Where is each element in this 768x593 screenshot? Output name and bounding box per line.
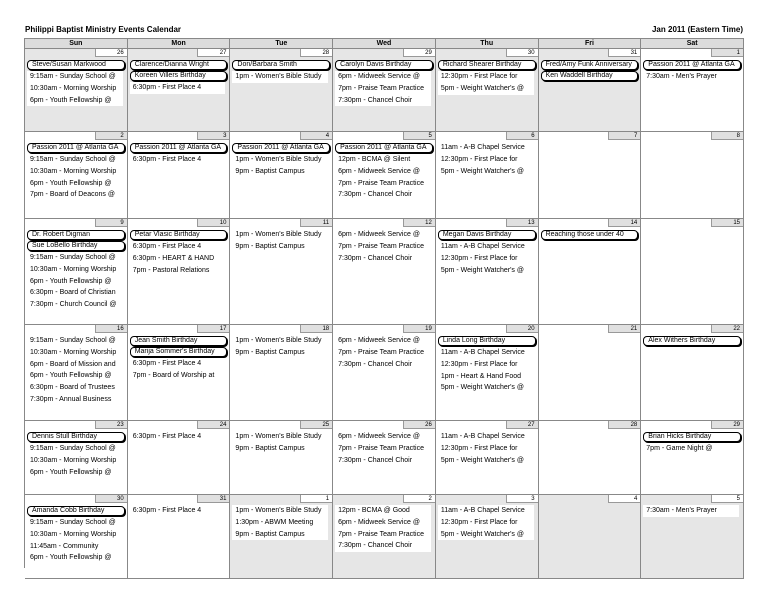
day-cell[interactable] [230, 132, 333, 219]
timed-event[interactable]: 12pm - BCMA @ Good [335, 505, 431, 517]
timed-event[interactable]: 1pm - Women's Bible Study [232, 505, 328, 517]
day-cell[interactable] [333, 132, 436, 219]
day-cell[interactable] [25, 219, 128, 325]
timed-event[interactable]: 6:30pm - First Place 4 [130, 154, 226, 166]
weekday-header: Fri [539, 39, 642, 49]
day-number[interactable]: 23 [95, 421, 127, 429]
all-day-event[interactable]: Fred/Amy Funk Anniversary [541, 60, 639, 70]
day-cell[interactable] [539, 325, 642, 421]
event-list [130, 335, 228, 382]
all-day-event[interactable]: Ken Waddell Birthday [541, 71, 639, 81]
day-number[interactable]: 5 [711, 495, 743, 503]
day-cell[interactable] [436, 325, 539, 421]
day-number[interactable]: 30 [95, 495, 127, 503]
month-grid [24, 38, 744, 568]
day-number[interactable]: 1 [711, 49, 743, 57]
timed-event[interactable]: 7:30pm - Chancel Choir [335, 189, 431, 201]
event-list [438, 505, 536, 540]
all-day-event[interactable]: Jean Smith Birthday [130, 336, 228, 346]
day-number[interactable]: 25 [300, 421, 332, 429]
day-number[interactable]: 31 [197, 495, 229, 503]
timed-event[interactable]: 5pm - Weight Watcher's @ [438, 83, 534, 95]
timed-event[interactable]: 7pm - Pastoral Relations [130, 265, 226, 277]
day-number[interactable]: 10 [197, 219, 229, 227]
weekday-header: Sun [25, 39, 128, 49]
day-cell[interactable] [641, 219, 744, 325]
timed-event[interactable]: 11am - A-B Chapel Service [438, 505, 534, 517]
timed-event[interactable]: 10:30am - Morning Worship [27, 529, 123, 541]
all-day-event[interactable]: Passion 2011 @ Atlanta GA [335, 143, 433, 153]
timed-event[interactable]: 9pm - Baptist Campus [232, 529, 328, 541]
timed-event[interactable]: 1pm - Women's Bible Study [232, 71, 328, 83]
timed-event[interactable]: 12:30pm - First Place for [438, 154, 534, 166]
event-list [232, 59, 330, 83]
day-cell[interactable] [436, 132, 539, 219]
timed-event[interactable]: 7:30pm - Chancel Choir [335, 540, 431, 552]
event-list [541, 59, 639, 82]
timed-event[interactable]: 5pm - Weight Watcher's @ [438, 455, 534, 467]
timed-event[interactable]: 6pm - Midweek Service @ [335, 517, 431, 529]
day-cell[interactable] [641, 325, 744, 421]
day-cell[interactable] [641, 421, 744, 495]
day-cell[interactable] [128, 325, 231, 421]
timed-event[interactable]: 9pm - Baptist Campus [232, 166, 328, 178]
day-number[interactable]: 29 [403, 49, 435, 57]
day-cell[interactable] [230, 495, 333, 579]
day-cell[interactable] [128, 219, 231, 325]
event-list [643, 505, 741, 517]
day-number[interactable]: 29 [711, 421, 743, 429]
weekday-header: Sat [641, 39, 744, 49]
day-number[interactable]: 18 [300, 325, 332, 333]
timed-event[interactable]: 6:30pm - First Place 4 [130, 82, 226, 94]
day-number[interactable]: 6 [506, 132, 538, 140]
timed-event[interactable]: 6pm - Midweek Service @ [335, 71, 431, 83]
timed-event[interactable]: 9pm - Baptist Campus [232, 347, 328, 359]
timed-event[interactable]: 7pm - Praise Team Practice [335, 529, 431, 541]
timed-event[interactable]: 11am - A-B Chapel Service [438, 142, 534, 154]
event-list [335, 505, 433, 552]
timed-event[interactable]: 7pm - Praise Team Practice [335, 443, 431, 455]
day-number[interactable]: 17 [197, 325, 229, 333]
day-number[interactable]: 4 [608, 495, 640, 503]
event-list [335, 142, 433, 201]
calendar-title: Philippi Baptist Ministry Events Calendar [25, 25, 182, 34]
day-number[interactable]: 7 [608, 132, 640, 140]
timed-event[interactable]: 10:30am - Morning Worship [27, 455, 123, 467]
day-number[interactable]: 22 [711, 325, 743, 333]
weekday-header: Thu [436, 39, 539, 49]
day-cell[interactable] [539, 421, 642, 495]
all-day-event[interactable]: Passion 2011 @ Atlanta GA [643, 60, 741, 70]
timed-event[interactable]: 7pm - Board of Deacons @ [27, 189, 123, 201]
event-list [27, 335, 125, 406]
event-list [27, 505, 125, 564]
timed-event[interactable]: 10:30am - Morning Worship [27, 347, 123, 359]
timed-event[interactable]: 12:30pm - First Place for [438, 443, 534, 455]
day-cell[interactable] [25, 325, 128, 421]
timed-event[interactable]: 6pm - Youth Fellowship @ [27, 178, 123, 190]
day-number[interactable]: 9 [95, 219, 127, 227]
weekday-header: Mon [128, 39, 231, 49]
day-number[interactable]: 13 [506, 219, 538, 227]
timed-event[interactable]: 10:30am - Morning Worship [27, 83, 123, 95]
event-list [130, 505, 228, 517]
all-day-event[interactable]: Brian Hicks Birthday [643, 432, 741, 442]
all-day-event[interactable]: Marija Sommer's Birthday [130, 347, 228, 357]
timed-event[interactable]: 6pm - Midweek Service @ [335, 229, 431, 241]
event-list [27, 142, 125, 201]
timed-event[interactable]: 6pm - Youth Fellowship @ [27, 467, 123, 479]
day-number[interactable]: 2 [403, 495, 435, 503]
timed-event[interactable]: 12:30pm - First Place for [438, 253, 534, 265]
event-list [541, 229, 639, 241]
timed-event[interactable]: 7:30pm - Chancel Choir [335, 359, 431, 371]
event-list [232, 431, 330, 455]
day-cell[interactable] [641, 132, 744, 219]
timed-event[interactable]: 5pm - Weight Watcher's @ [438, 382, 534, 394]
timed-event[interactable]: 7:30pm - Chancel Choir [335, 253, 431, 265]
day-number[interactable]: 3 [197, 132, 229, 140]
day-cell[interactable] [539, 219, 642, 325]
timed-event[interactable]: 7:30am - Men's Prayer [643, 71, 739, 83]
all-day-event[interactable]: Don/Barbara Smith [232, 60, 330, 70]
timed-event[interactable]: 6pm - Midweek Service @ [335, 335, 431, 347]
timed-event[interactable]: 7pm - Praise Team Practice [335, 178, 431, 190]
all-day-event[interactable]: Amanda Cobb Birthday [27, 506, 125, 516]
event-list [643, 335, 741, 347]
timed-event[interactable]: 1:30pm - ABWM Meeting [232, 517, 328, 529]
timed-event[interactable]: 6:30pm - First Place 4 [130, 505, 226, 517]
all-day-event[interactable]: Reaching those under 40 [541, 230, 639, 240]
day-number[interactable]: 26 [95, 49, 127, 57]
day-cell[interactable] [25, 49, 128, 132]
day-cell[interactable] [128, 132, 231, 219]
day-cell[interactable] [230, 325, 333, 421]
all-day-event[interactable]: Passion 2011 @ Atlanta GA [232, 143, 330, 153]
day-cell[interactable] [539, 495, 642, 579]
day-cell[interactable] [436, 495, 539, 579]
day-cell[interactable] [436, 219, 539, 325]
event-list [232, 142, 330, 178]
day-number[interactable]: 27 [197, 49, 229, 57]
timed-event[interactable]: 9:15am - Sunday School @ [27, 71, 123, 83]
timed-event[interactable]: 6:30pm - First Place 4 [130, 358, 226, 370]
all-day-event[interactable]: Passion 2011 @ Atlanta GA [27, 143, 125, 153]
timed-event[interactable]: 9:15am - Sunday School @ [27, 443, 123, 455]
timed-event[interactable]: 7pm - Praise Team Practice [335, 241, 431, 253]
timed-event[interactable]: 1pm - Women's Bible Study [232, 229, 328, 241]
day-number[interactable]: 2 [95, 132, 127, 140]
all-day-event[interactable]: Dr. Robert Digman [27, 230, 125, 240]
timed-event[interactable]: 9:15am - Sunday School @ [27, 335, 123, 347]
event-list [438, 142, 536, 177]
event-list [335, 431, 433, 466]
timed-event[interactable]: 11am - A-B Chapel Service [438, 431, 534, 443]
event-list [643, 59, 741, 83]
calendar-header [24, 25, 744, 37]
day-number[interactable]: 27 [506, 421, 538, 429]
day-cell[interactable] [333, 325, 436, 421]
event-list [438, 59, 536, 95]
day-cell[interactable] [128, 49, 231, 132]
all-day-event[interactable]: Megan Davis Birthday [438, 230, 536, 240]
timed-event[interactable]: 12pm - BCMA @ Silent [335, 154, 431, 166]
event-list [27, 431, 125, 478]
day-cell[interactable] [333, 219, 436, 325]
day-cell[interactable] [230, 421, 333, 495]
day-cell[interactable] [641, 49, 744, 132]
all-day-event[interactable]: Koreen Villers Birthday [130, 71, 228, 81]
all-day-event[interactable]: Steve/Susan Markwood [27, 60, 125, 70]
timed-event[interactable]: 12:30pm - First Place for [438, 71, 534, 83]
timed-event[interactable]: 10:30am - Morning Worship [27, 264, 123, 276]
weekday-header: Wed [333, 39, 436, 49]
day-cell[interactable] [25, 132, 128, 219]
day-cell[interactable] [128, 421, 231, 495]
timed-event[interactable]: 6:30pm - First Place 4 [130, 431, 226, 443]
timed-event[interactable]: 9:15am - Sunday School @ [27, 252, 123, 264]
day-number[interactable]: 30 [506, 49, 538, 57]
timed-event[interactable]: 9pm - Baptist Campus [232, 443, 328, 455]
timed-event[interactable]: 6pm - Youth Fellowship @ [27, 276, 123, 288]
timed-event[interactable]: 9pm - Baptist Campus [232, 241, 328, 253]
event-list [232, 505, 330, 540]
timed-event[interactable]: 9:15am - Sunday School @ [27, 517, 123, 529]
timed-event[interactable]: 6pm - Midweek Service @ [335, 166, 431, 178]
day-number[interactable]: 1 [300, 495, 332, 503]
event-list [335, 335, 433, 370]
day-number[interactable]: 3 [506, 495, 538, 503]
day-number[interactable]: 11 [300, 219, 332, 227]
timed-event[interactable]: 6pm - Board of Mission and [27, 359, 123, 371]
all-day-event[interactable]: Carolyn Davis Birthday [335, 60, 433, 70]
timed-event[interactable]: 7pm - Board of Worship at [130, 370, 226, 382]
event-list [27, 59, 125, 106]
timed-event[interactable]: 10:30am - Morning Worship [27, 166, 123, 178]
day-number[interactable]: 8 [711, 132, 743, 140]
all-day-event[interactable]: Petar Vlasic Birthday [130, 230, 228, 240]
timed-event[interactable]: 6:30pm - First Place 4 [130, 241, 226, 253]
day-cell[interactable] [230, 49, 333, 132]
timed-event[interactable]: 5pm - Weight Watcher's @ [438, 265, 534, 277]
day-number[interactable]: 31 [608, 49, 640, 57]
timed-event[interactable]: 6:30pm - Board of Christian [27, 287, 123, 299]
timed-event[interactable]: 11am - A-B Chapel Service [438, 347, 534, 359]
day-cell[interactable] [25, 421, 128, 495]
event-list [335, 229, 433, 264]
calendar-range: Jan 2011 (Eastern Time) [651, 25, 743, 34]
event-list [130, 59, 228, 94]
day-cell[interactable] [641, 495, 744, 579]
all-day-event[interactable]: Alex Withers Birthday [643, 336, 741, 346]
day-cell[interactable] [333, 49, 436, 132]
day-number[interactable]: 19 [403, 325, 435, 333]
timed-event[interactable]: 6pm - Midweek Service @ [335, 431, 431, 443]
event-list [232, 335, 330, 359]
day-cell[interactable] [333, 495, 436, 579]
day-number[interactable]: 4 [300, 132, 332, 140]
day-number[interactable]: 26 [403, 421, 435, 429]
day-number[interactable]: 28 [300, 49, 332, 57]
timed-event[interactable]: 6:30pm - HEART & HAND [130, 253, 226, 265]
timed-event[interactable]: 6pm - Youth Fellowship @ [27, 95, 123, 107]
timed-event[interactable]: 9:15am - Sunday School @ [27, 154, 123, 166]
day-cell[interactable] [333, 421, 436, 495]
day-number[interactable]: 5 [403, 132, 435, 140]
timed-event[interactable]: 7pm - Praise Team Practice [335, 347, 431, 359]
timed-event[interactable]: 11am - A-B Chapel Service [438, 241, 534, 253]
day-number[interactable]: 12 [403, 219, 435, 227]
timed-event[interactable]: 6pm - Youth Fellowship @ [27, 370, 123, 382]
event-list [438, 229, 536, 276]
day-cell[interactable] [230, 219, 333, 325]
timed-event[interactable]: 7pm - Game Night @ [643, 443, 739, 455]
all-day-event[interactable]: Dennis Stull Birthday [27, 432, 125, 442]
timed-event[interactable]: 7:30am - Men's Prayer [643, 505, 739, 517]
timed-event[interactable]: 1pm - Women's Bible Study [232, 335, 328, 347]
timed-event[interactable]: 1pm - Women's Bible Study [232, 154, 328, 166]
timed-event[interactable]: 7pm - Praise Team Practice [335, 83, 431, 95]
day-number[interactable]: 14 [608, 219, 640, 227]
event-list [130, 142, 228, 166]
timed-event[interactable]: 7:30pm - Chancel Choir [335, 455, 431, 467]
event-list [130, 431, 228, 443]
event-list [27, 229, 125, 311]
all-day-event[interactable]: Passion 2011 @ Atlanta GA [130, 143, 228, 153]
all-day-event[interactable]: Richard Shearer Birthday [438, 60, 536, 70]
day-cell[interactable] [436, 421, 539, 495]
timed-event[interactable]: 12:30pm - First Place for [438, 359, 534, 371]
timed-event[interactable]: 5pm - Weight Watcher's @ [438, 529, 534, 541]
event-list [438, 431, 536, 466]
day-number[interactable]: 16 [95, 325, 127, 333]
day-cell[interactable] [539, 49, 642, 132]
weekday-header: Tue [230, 39, 333, 49]
all-day-event[interactable]: Clarence/Dianna Wright [130, 60, 228, 70]
timed-event[interactable]: 1pm - Women's Bible Study [232, 431, 328, 443]
day-number[interactable]: 24 [197, 421, 229, 429]
event-list [643, 431, 741, 455]
timed-event[interactable]: 5pm - Weight Watcher's @ [438, 166, 534, 178]
timed-event[interactable]: 7:30pm - Chancel Choir [335, 95, 431, 107]
event-list [335, 59, 433, 106]
day-number[interactable]: 15 [711, 219, 743, 227]
timed-event[interactable]: 1pm - Heart & Hand Food [438, 371, 534, 383]
event-list [232, 229, 330, 253]
timed-event[interactable]: 12:30pm - First Place for [438, 517, 534, 529]
day-cell[interactable] [25, 495, 128, 579]
day-number[interactable]: 21 [608, 325, 640, 333]
timed-event[interactable]: 7:30pm - Church Council @ [27, 299, 123, 311]
day-number[interactable]: 28 [608, 421, 640, 429]
event-list [130, 229, 228, 276]
timed-event[interactable]: 6:30pm - Board of Trustees [27, 382, 123, 394]
day-cell[interactable] [436, 49, 539, 132]
event-list [438, 335, 536, 394]
day-cell[interactable] [128, 495, 231, 579]
timed-event[interactable]: 11:45am - Community [27, 541, 123, 553]
all-day-event[interactable]: Sue LoBello Birthday [27, 241, 125, 251]
day-number[interactable]: 20 [506, 325, 538, 333]
day-cell[interactable] [539, 132, 642, 219]
timed-event[interactable]: 6pm - Youth Fellowship @ [27, 552, 123, 564]
timed-event[interactable]: 7:30pm - Annual Business [27, 394, 123, 406]
all-day-event[interactable]: Linda Long Birthday [438, 336, 536, 346]
